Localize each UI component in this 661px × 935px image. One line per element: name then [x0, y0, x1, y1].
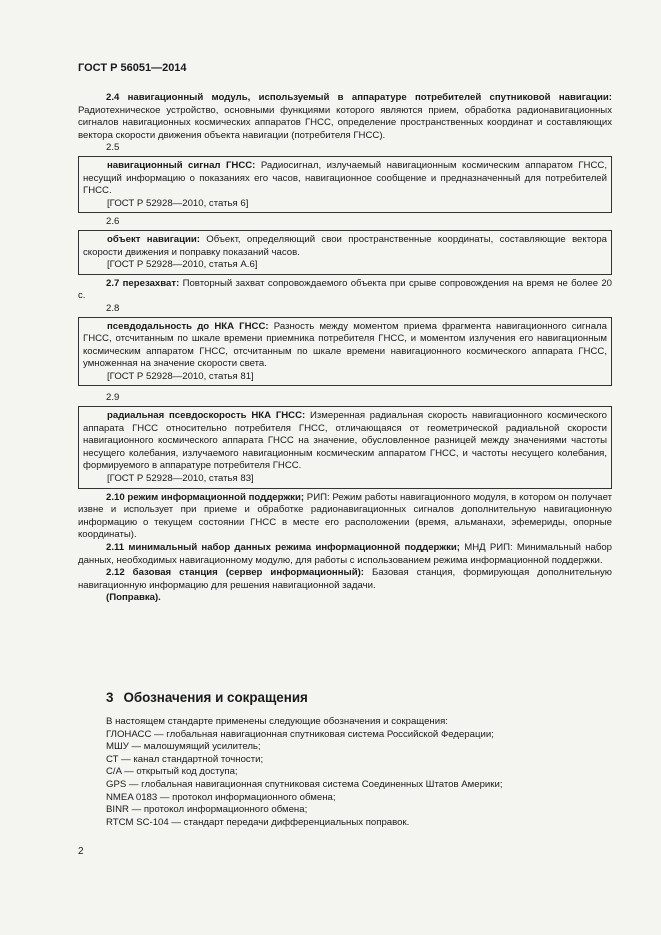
- term: навигационный сигнал ГНСС:: [107, 159, 256, 171]
- entry-number: 2.6: [106, 216, 120, 228]
- definition: Базовая станция, формирующая дополнительную навигационную информацию для решения навигационной задачи.: [78, 567, 612, 591]
- term: 2.4 навигационный модуль, используемый в аппаратуре потребителей спутниковой навигации:: [106, 92, 612, 103]
- entry-2-12: [78, 567, 612, 592]
- entry-2-10: [78, 492, 612, 542]
- definition: Разность между моментом приема фрагмента навигационного сигнала ГНСС, отсчитанным по шкале времени приемника потребителя ГНСС, и моментом излучения его навигационным космическим аппаратом ГНСС, отсчитанным по шкале времени навигационного космического аппарата ГНСС, умноженная на значение скорости света.: [83, 320, 607, 370]
- term: 2.7 перезахват:: [106, 277, 180, 289]
- source-reference: [ГОСТ Р 52928—2010, статья 81]: [107, 370, 254, 382]
- definition: МНД РИП: Минимальный набор данных, необходимых навигационному модулю, для работы с использованием режима информационной поддержки.: [78, 542, 612, 566]
- entry-number: 2.5: [106, 142, 120, 154]
- definition: Радиосигнал, излучаемый навигационным космическим аппаратом ГНСС, несущий информацию о показаниях его часов, навигационное сообщение и предназначенный для потребителей ГНСС.: [83, 159, 608, 197]
- list-item: NMEA 0183 — протокол информационного обмена;: [106, 791, 336, 803]
- definition: Повторный захват сопровождаемого объекта при срыве сопровождения на время не более 20 с.: [78, 277, 612, 302]
- section-number: 3: [106, 690, 114, 705]
- list-item: ГЛОНАСС — глобальная навигационная спутниковая система Российской Федерации;: [106, 728, 494, 740]
- entry-2-8-box: [78, 317, 612, 387]
- term: псевдодальность до НКА ГНСС:: [107, 320, 269, 332]
- term: радиальная псевдоскорость НКА ГНСС:: [107, 410, 306, 422]
- amendment: (Поправка).: [106, 592, 161, 604]
- terms-body: [78, 92, 612, 605]
- definition: Радиотехническое устройство, основными функциями которого являются прием, обработка радионавигационных сигналов навигационных космических аппаратов ГНСС, определение пространственных координат и составляющих вектора скорости движения объекта навигации (потребителя ГНСС).: [78, 104, 612, 141]
- list-item: МШУ — малошумящий усилитель;: [106, 741, 261, 753]
- page-number: 2: [78, 846, 84, 857]
- source-reference: [ГОСТ Р 52928—2010, статья А.6]: [107, 259, 258, 271]
- amendment-note: [78, 592, 612, 605]
- term: объект навигации:: [107, 233, 200, 245]
- entry-2-5-box: [78, 156, 612, 213]
- section-heading: [106, 690, 308, 705]
- list-item: GPS — глобальная навигационная спутниковая система Соединенных Штатов Америки;: [106, 778, 503, 790]
- entry-2-7: [78, 278, 612, 303]
- abbreviations-list: [106, 716, 503, 829]
- list-item: BINR — протокол информационного обмена;: [106, 804, 308, 816]
- list-item: C/A — открытый код доступа;: [106, 766, 238, 778]
- entry-number: 2.9: [106, 392, 120, 404]
- term: 2.11 минимальный набор данных режима информационной поддержки;: [106, 542, 460, 553]
- list-item: RTCM SC-104 — стандарт передачи дифференциальных поправок.: [106, 816, 410, 828]
- list-intro: В настоящем стандарте применены следующие обозначения и сокращения:: [106, 716, 448, 727]
- section-title: Обозначения и сокращения: [123, 690, 308, 705]
- term: 2.10 режим информационной поддержки;: [106, 491, 305, 503]
- definition: Объект, определяющий свои пространственные координаты, составляющие вектора скорости движения и поправку показаний часов.: [83, 233, 607, 258]
- entry-2-4: [78, 92, 612, 142]
- source-reference: [ГОСТ Р 52928—2010, статья 83]: [107, 473, 254, 485]
- entry-2-11: [78, 542, 612, 567]
- entry-2-6-box: [78, 230, 612, 275]
- entry-2-9-box: [78, 406, 612, 489]
- definition: Измеренная радиальная скорость навигационного космического аппарата ГНСС относительно потребителя ГНСС, отличающаяся от геометрической радиальной скорости навигационного космического аппарата ГНСС на значение, обусловленное разницей между значениями частоты несущего колебания, излучаемого навигационным космическим аппаратом ГНСС, и частоты несущего колебания, формируемого в аппаратуре потребителя ГНСС.: [83, 410, 607, 472]
- term: 2.12 базовая станция (сервер информационный):: [106, 567, 365, 579]
- source-reference: [ГОСТ Р 52928—2010, статья 6]: [107, 197, 249, 209]
- definition: РИП: Режим работы навигационного модуля, в котором он получает извне и использует при приеме и обработке радионавигационных сигналов дополнительную навигационную информацию о текущем состоянии ГНСС в месте его расположении (время, альманахи, эфемериды, опорные координаты).: [78, 491, 612, 541]
- entry-number: 2.8: [106, 302, 120, 314]
- standard-designation: ГОСТ Р 56051—2014: [78, 62, 187, 74]
- list-item: СТ — канал стандартной точности;: [106, 753, 264, 765]
